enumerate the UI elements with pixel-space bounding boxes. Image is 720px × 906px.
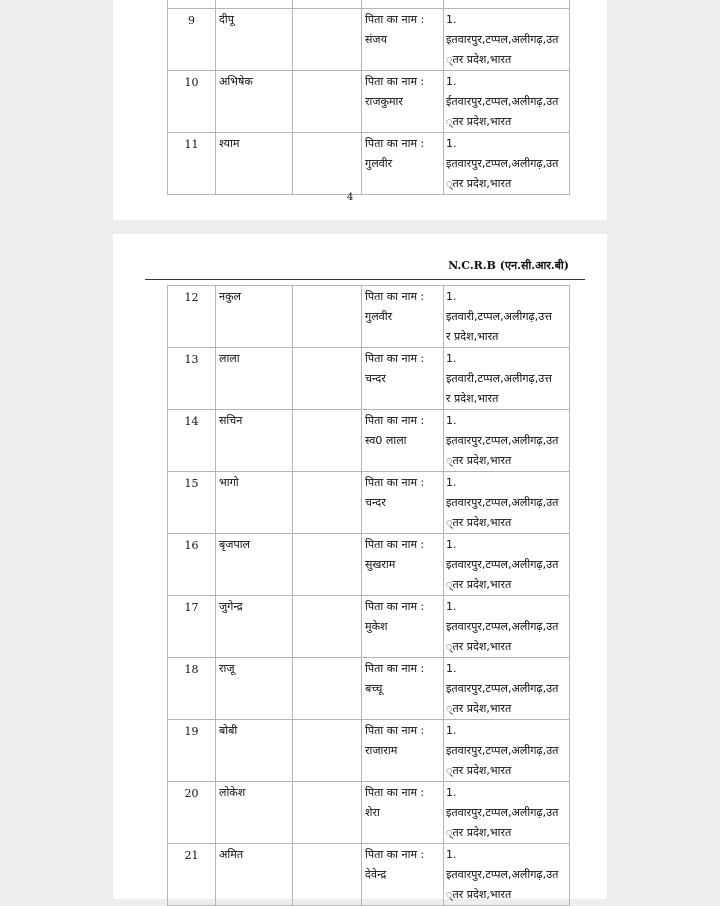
accused-name-cell: राजू bbox=[216, 658, 293, 720]
address-line: इतवारी,टप्पल,अलीगढ़,उत्त bbox=[446, 310, 552, 323]
serial-number-cell: 10 bbox=[168, 71, 216, 133]
serial-number-cell: 16 bbox=[168, 534, 216, 596]
address-line: ्तर प्रदेश,भारत bbox=[446, 177, 512, 190]
table-row bbox=[168, 410, 570, 472]
blank-cell bbox=[293, 782, 362, 844]
address-cell bbox=[444, 596, 570, 658]
father-label: पिता का नाम : bbox=[365, 414, 425, 427]
address-line: इतवारपुर,टप्पल,अलीगढ़,उत bbox=[446, 620, 559, 633]
father-name: संजय bbox=[365, 33, 387, 46]
address-line: 1. bbox=[446, 848, 457, 861]
address-line: 1. bbox=[446, 538, 457, 551]
document-page-5 bbox=[113, 234, 607, 899]
accused-name-cell: सचिन bbox=[216, 410, 293, 472]
serial-number-cell: 18 bbox=[168, 658, 216, 720]
serial-number-cell: 19 bbox=[168, 720, 216, 782]
father-label: पिता का नाम : bbox=[365, 137, 425, 150]
father-label: पिता का नाम : bbox=[365, 600, 425, 613]
accused-name-cell: नकुल bbox=[216, 286, 293, 348]
address-line: 1. bbox=[446, 476, 457, 489]
father-name: चन्दर bbox=[365, 372, 386, 385]
father-label: पिता का नाम : bbox=[365, 75, 425, 88]
address-line: ्तर प्रदेश,भारत bbox=[446, 702, 512, 715]
serial-number-cell: 17 bbox=[168, 596, 216, 658]
table-row bbox=[168, 596, 570, 658]
document-page-4 bbox=[113, 0, 607, 220]
address-line: इतवारपुर,टप्पल,अलीगढ़,उत bbox=[446, 33, 559, 46]
accused-name-cell: श्याम bbox=[216, 133, 293, 195]
address-line: ्तर प्रदेश,भारत bbox=[446, 115, 512, 128]
blank-cell bbox=[293, 133, 362, 195]
ncrb-header: N.C.R.B (एन.सी.आर.बी) bbox=[448, 259, 569, 272]
address-line: 1. bbox=[446, 352, 457, 365]
accused-table-page-5 bbox=[167, 285, 570, 906]
father-label: पिता का नाम : bbox=[365, 13, 425, 26]
address-line: ्तर प्रदेश,भारत bbox=[446, 640, 512, 653]
address-line: इतवारी,टप्पल,अलीगढ़,उत्त bbox=[446, 372, 552, 385]
accused-name-cell: अमित bbox=[216, 844, 293, 906]
address-cell bbox=[444, 348, 570, 410]
address-cell bbox=[444, 286, 570, 348]
blank-cell bbox=[293, 844, 362, 906]
blank-cell bbox=[293, 71, 362, 133]
accused-name-cell: जुगेन्द्र bbox=[216, 596, 293, 658]
father-name-cell bbox=[362, 286, 444, 348]
serial-number-cell: 11 bbox=[168, 133, 216, 195]
address-line: र प्रदेश,भारत bbox=[446, 330, 499, 343]
address-line: 1. bbox=[446, 724, 457, 737]
address-line: 1. bbox=[446, 75, 457, 88]
address-line: र प्रदेश,भारत bbox=[446, 392, 499, 405]
blank-cell bbox=[293, 534, 362, 596]
address-cell bbox=[444, 472, 570, 534]
table-row bbox=[168, 71, 570, 133]
header-divider bbox=[145, 279, 585, 280]
father-label: पिता का नाम : bbox=[365, 786, 425, 799]
father-label: पिता का नाम : bbox=[365, 848, 425, 861]
address-line: इतवारपुर,टप्पल,अलीगढ़,उत bbox=[446, 806, 559, 819]
address-line: 1. bbox=[446, 290, 457, 303]
father-name: शेरा bbox=[365, 806, 380, 819]
table-row bbox=[168, 9, 570, 71]
father-name: बच्चू bbox=[365, 682, 383, 695]
father-name: राजकुमार bbox=[365, 95, 403, 108]
father-name-cell bbox=[362, 348, 444, 410]
table-row bbox=[168, 844, 570, 906]
address-line: 1. bbox=[446, 662, 457, 675]
address-cell bbox=[444, 410, 570, 472]
blank-cell bbox=[293, 720, 362, 782]
accused-name-cell: बृजपाल bbox=[216, 534, 293, 596]
father-name-cell bbox=[362, 596, 444, 658]
address-line: ्तर प्रदेश,भारत bbox=[446, 454, 512, 467]
father-label: पिता का नाम : bbox=[365, 662, 425, 675]
address-line: इतवारपुर,टप्पल,अलीगढ़,उत bbox=[446, 496, 559, 509]
address-line: इतवारपुर,टप्पल,अलीगढ़,उत bbox=[446, 434, 559, 447]
accused-name-cell: बोबी bbox=[216, 720, 293, 782]
address-line: ्तर प्रदेश,भारत bbox=[446, 516, 512, 529]
serial-number-cell: 9 bbox=[168, 9, 216, 71]
accused-table-page-4 bbox=[167, 0, 570, 195]
table-row-top-partial bbox=[168, 0, 570, 9]
serial-number-cell: 20 bbox=[168, 782, 216, 844]
address-cell bbox=[444, 844, 570, 906]
page-number: 4 bbox=[346, 192, 354, 203]
blank-cell bbox=[293, 596, 362, 658]
accused-name-cell: भागो bbox=[216, 472, 293, 534]
address-line: 1. bbox=[446, 137, 457, 150]
blank-cell bbox=[293, 9, 362, 71]
address-line: इतवारपुर,टप्पल,अलीगढ़,उत bbox=[446, 868, 559, 881]
father-name-cell bbox=[362, 472, 444, 534]
serial-number-cell: 15 bbox=[168, 472, 216, 534]
blank-cell bbox=[293, 348, 362, 410]
father-name-cell bbox=[362, 782, 444, 844]
address-line: 1. bbox=[446, 13, 457, 26]
father-name-cell bbox=[362, 71, 444, 133]
address-cell bbox=[444, 133, 570, 195]
father-name: स्व0 लाला bbox=[365, 434, 407, 447]
accused-name-cell: दीपू bbox=[216, 9, 293, 71]
address-line: ्तर प्रदेश,भारत bbox=[446, 764, 512, 777]
address-cell bbox=[444, 534, 570, 596]
father-name: देवेन्द्र bbox=[365, 868, 387, 881]
table-row bbox=[168, 782, 570, 844]
table-row bbox=[168, 720, 570, 782]
blank-cell bbox=[293, 658, 362, 720]
serial-number-cell: 14 bbox=[168, 410, 216, 472]
father-name: चन्दर bbox=[365, 496, 386, 509]
father-label: पिता का नाम : bbox=[365, 724, 425, 737]
accused-name-cell: लोकेश bbox=[216, 782, 293, 844]
father-name-cell bbox=[362, 9, 444, 71]
father-name: मुकेश bbox=[365, 620, 388, 633]
accused-name-cell: लाला bbox=[216, 348, 293, 410]
accused-name-cell: अभिषेक bbox=[216, 71, 293, 133]
address-line: ्तर प्रदेश,भारत bbox=[446, 888, 512, 901]
address-line: 1. bbox=[446, 786, 457, 799]
father-name: गुलवीर bbox=[365, 310, 393, 323]
father-label: पिता का नाम : bbox=[365, 476, 425, 489]
address-line: इतवारपुर,टप्पल,अलीगढ़,उत bbox=[446, 682, 559, 695]
serial-number-cell: 21 bbox=[168, 844, 216, 906]
table-row bbox=[168, 133, 570, 195]
address-line: इतवारपुर,टप्पल,अलीगढ़,उत bbox=[446, 558, 559, 571]
table-row bbox=[168, 348, 570, 410]
address-line: ्तर प्रदेश,भारत bbox=[446, 826, 512, 839]
address-line: 1. bbox=[446, 600, 457, 613]
address-cell bbox=[444, 658, 570, 720]
blank-cell bbox=[293, 286, 362, 348]
table-row bbox=[168, 658, 570, 720]
father-label: पिता का नाम : bbox=[365, 538, 425, 551]
blank-cell bbox=[293, 410, 362, 472]
father-name: गुलवीर bbox=[365, 157, 393, 170]
father-name: सुखराम bbox=[365, 558, 396, 571]
address-cell bbox=[444, 782, 570, 844]
father-name-cell bbox=[362, 844, 444, 906]
table-row bbox=[168, 286, 570, 348]
father-name-cell bbox=[362, 534, 444, 596]
table-row bbox=[168, 472, 570, 534]
address-cell bbox=[444, 9, 570, 71]
serial-number-cell: 13 bbox=[168, 348, 216, 410]
address-line: ्तर प्रदेश,भारत bbox=[446, 578, 512, 591]
father-name-cell bbox=[362, 410, 444, 472]
address-cell bbox=[444, 71, 570, 133]
father-name-cell bbox=[362, 720, 444, 782]
father-label: पिता का नाम : bbox=[365, 352, 425, 365]
table-row bbox=[168, 534, 570, 596]
serial-number-cell: 12 bbox=[168, 286, 216, 348]
address-line: इतवारपुर,टप्पल,अलीगढ़,उत bbox=[446, 744, 559, 757]
father-name: राजाराम bbox=[365, 744, 398, 757]
address-line: इतवारपुर,टप्पल,अलीगढ़,उत bbox=[446, 157, 559, 170]
blank-cell bbox=[293, 472, 362, 534]
address-line: 1. bbox=[446, 414, 457, 427]
address-line: ईतवारपुर,टप्पल,अलीगढ़,उत bbox=[446, 95, 559, 108]
address-cell bbox=[444, 720, 570, 782]
father-name-cell bbox=[362, 133, 444, 195]
father-label: पिता का नाम : bbox=[365, 290, 425, 303]
address-line: ्तर प्रदेश,भारत bbox=[446, 53, 512, 66]
father-name-cell bbox=[362, 658, 444, 720]
